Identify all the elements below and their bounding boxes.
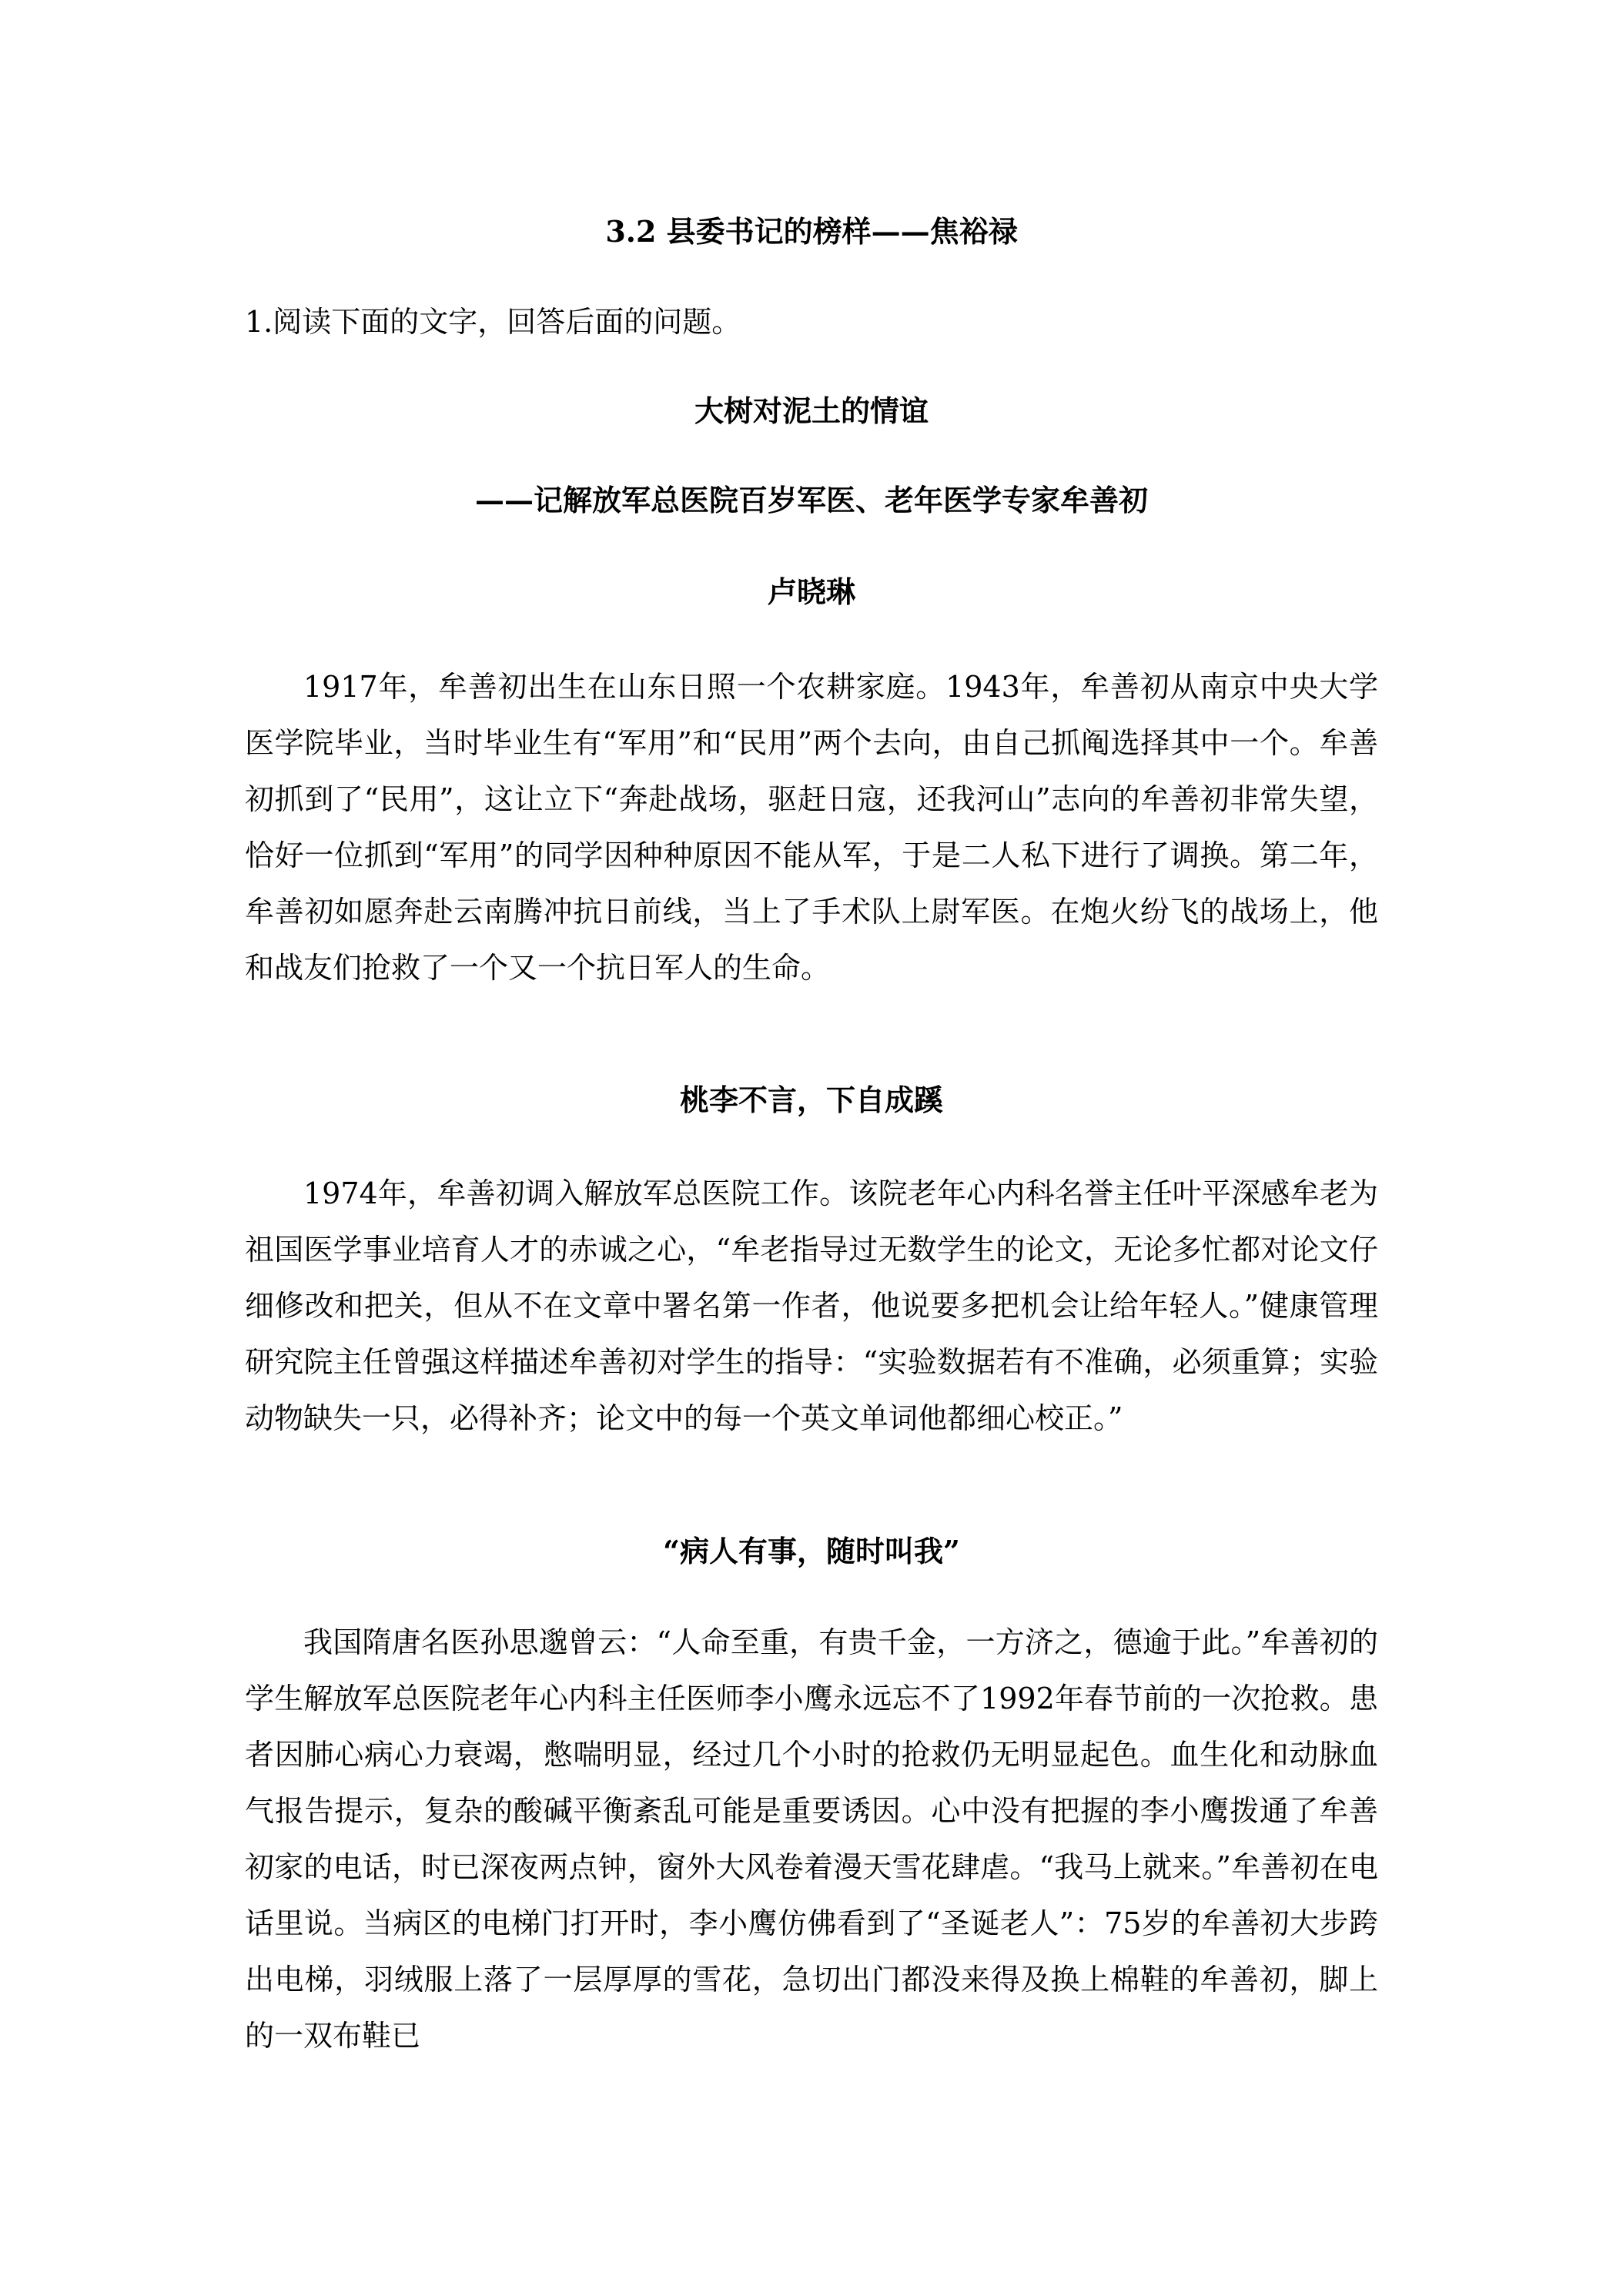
paragraph-3: 我国隋唐名医孙思邈曾云：“人命至重，有贵千金，一方济之，德逾于此。”牟善初的学生解放军总医院老年心内科主任医师李小鹰永远忘不了1992年春节前的一次抢救。患者因肺心病心力衰竭，憋喘明显，经过几个小时的抢救仍无明显起色。血生化和动脉血气报告提示，复杂的酸碱平衡紊乱可能是重要诱因。心中没有把握的李小鹰拨通了牟善初家的电话，时已深夜两点钟，窗外大风卷着漫天雪花肆虐。“我马上就来。”牟善初在电话里说。当病区的电梯门打开时，李小鹰仿佛看到了“圣诞老人”：75岁的牟善初大步跨出电梯，羽绒服上落了一层厚厚的雪花，急切出门都没来得及换上棉鞋的牟善初，脚上的一双布鞋已 (245, 1625, 1378, 2053)
paragraph-2: 1974年，牟善初调入解放军总医院工作。该院老年心内科名誉主任叶平深感牟老为祖国医学事业培育人才的赤诚之心，“牟老指导过无数学生的论文，无论多忙都对论文仔细修改和把关，但从不在文章中署名第一作者，他说要多把机会让给年轻人。”健康管理研究院主任曾强这样描述牟善初对学生的指导：“实验数据若有不准确，必须重算；实验动物缺失一只，必得补齐；论文中的每一个英文单词他都细心校正。” (245, 1176, 1378, 1435)
section-heading-3: “病人有事，随时叫我” (663, 1534, 960, 1568)
section-title: 3.2 县委书记的榜样——焦裕禄 (605, 214, 1018, 249)
article-author: 卢晓琳 (767, 574, 855, 609)
paragraph-1: 1917年，牟善初出生在山东日照一个农耕家庭。1943年，牟善初从南京中央大学医学院毕业，当时毕业生有“军用”和“民用”两个去向，由自己抓阄选择其中一个。牟善初抓到了“民用”，这让立下“奔赴战场，驱赶日寇，还我河山”志向的牟善初非常失望，恰好一位抓到“军用”的同学因种种原因不能从军，于是二人私下进行了调换。第二年，牟善初如愿奔赴云南腾冲抗日前线，当上了手术队上尉军医。在炮火纷飞的战场上，他和战友们抢救了一个又一个抗日军人的生命。 (245, 670, 1378, 985)
question-prompt: 1.阅读下面的文字，回答后面的问题。 (245, 305, 741, 339)
section-heading-2: 桃李不言，下自成蹊 (679, 1083, 943, 1117)
article-title: 大树对泥土的情谊 (694, 393, 929, 428)
article-subtitle: ——记解放军总医院百岁军医、老年医学专家牟善初 (474, 483, 1148, 517)
